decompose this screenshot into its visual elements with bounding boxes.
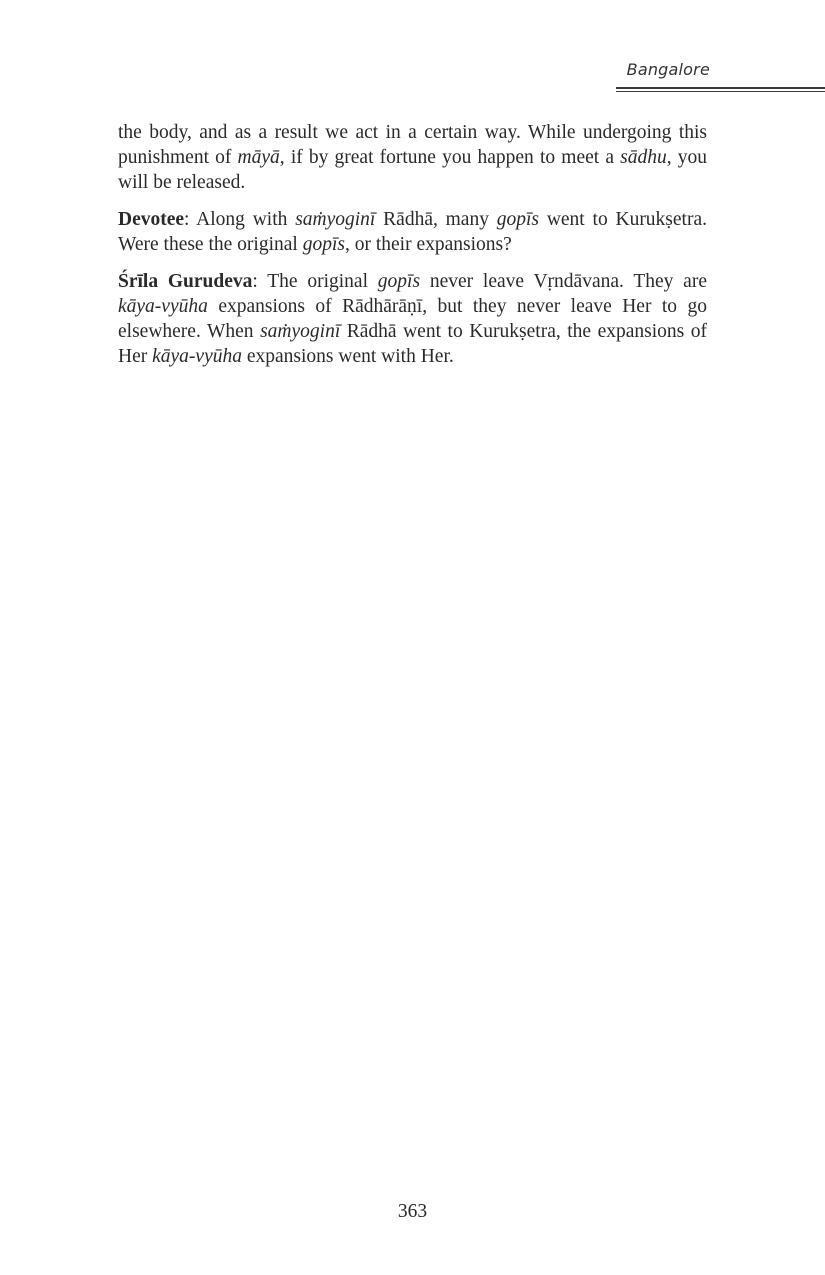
text-segment: went to Kurukṣetra. Were these the original xyxy=(118,209,707,255)
text-segment: , or their expansions? xyxy=(344,234,512,255)
text-segment: : Along with xyxy=(184,209,296,230)
italic-term: saṁyoginī xyxy=(260,321,341,342)
paragraph xyxy=(118,120,707,195)
italic-term: kāya-vyūha xyxy=(118,296,208,317)
speaker-label: Devotee xyxy=(118,209,185,230)
text-segment: expansions of Rādhārāṇī, but they never leave Her to go elsewhere. When xyxy=(118,296,707,342)
page-number: 363 xyxy=(397,1201,428,1222)
italic-term: māyā xyxy=(237,147,280,168)
text-segment: Rādhā, many xyxy=(375,209,497,230)
italic-term: gopīs xyxy=(302,234,345,255)
italic-term: gopīs xyxy=(377,271,421,292)
text-segment: , if by great fortune you happen to meet a xyxy=(279,147,621,168)
italic-term: gopīs xyxy=(496,209,540,230)
text-segment: Rādhā went to Kurukṣetra, the expansions of Her xyxy=(118,321,707,367)
speaker-label: Śrīla Gurudeva xyxy=(118,271,253,292)
text-segment: : The original xyxy=(252,271,378,292)
text-segment: , you will be released. xyxy=(118,147,707,193)
text-segment: the body, and as a result we act in a certain way. While undergoing this punishment of xyxy=(118,122,707,168)
text-segment: never leave Vṛndāvana. They are xyxy=(420,271,707,292)
italic-term: saṁyoginī xyxy=(295,209,376,230)
page-body xyxy=(118,120,707,381)
text-segment: expansions went with Her. xyxy=(241,346,454,367)
paragraph xyxy=(118,207,707,257)
header-rule xyxy=(616,87,825,92)
paragraph xyxy=(118,269,707,369)
italic-term: sādhu xyxy=(620,147,667,168)
running-header-title: Bangalore xyxy=(626,60,710,79)
italic-term: kāya-vyūha xyxy=(152,346,242,367)
